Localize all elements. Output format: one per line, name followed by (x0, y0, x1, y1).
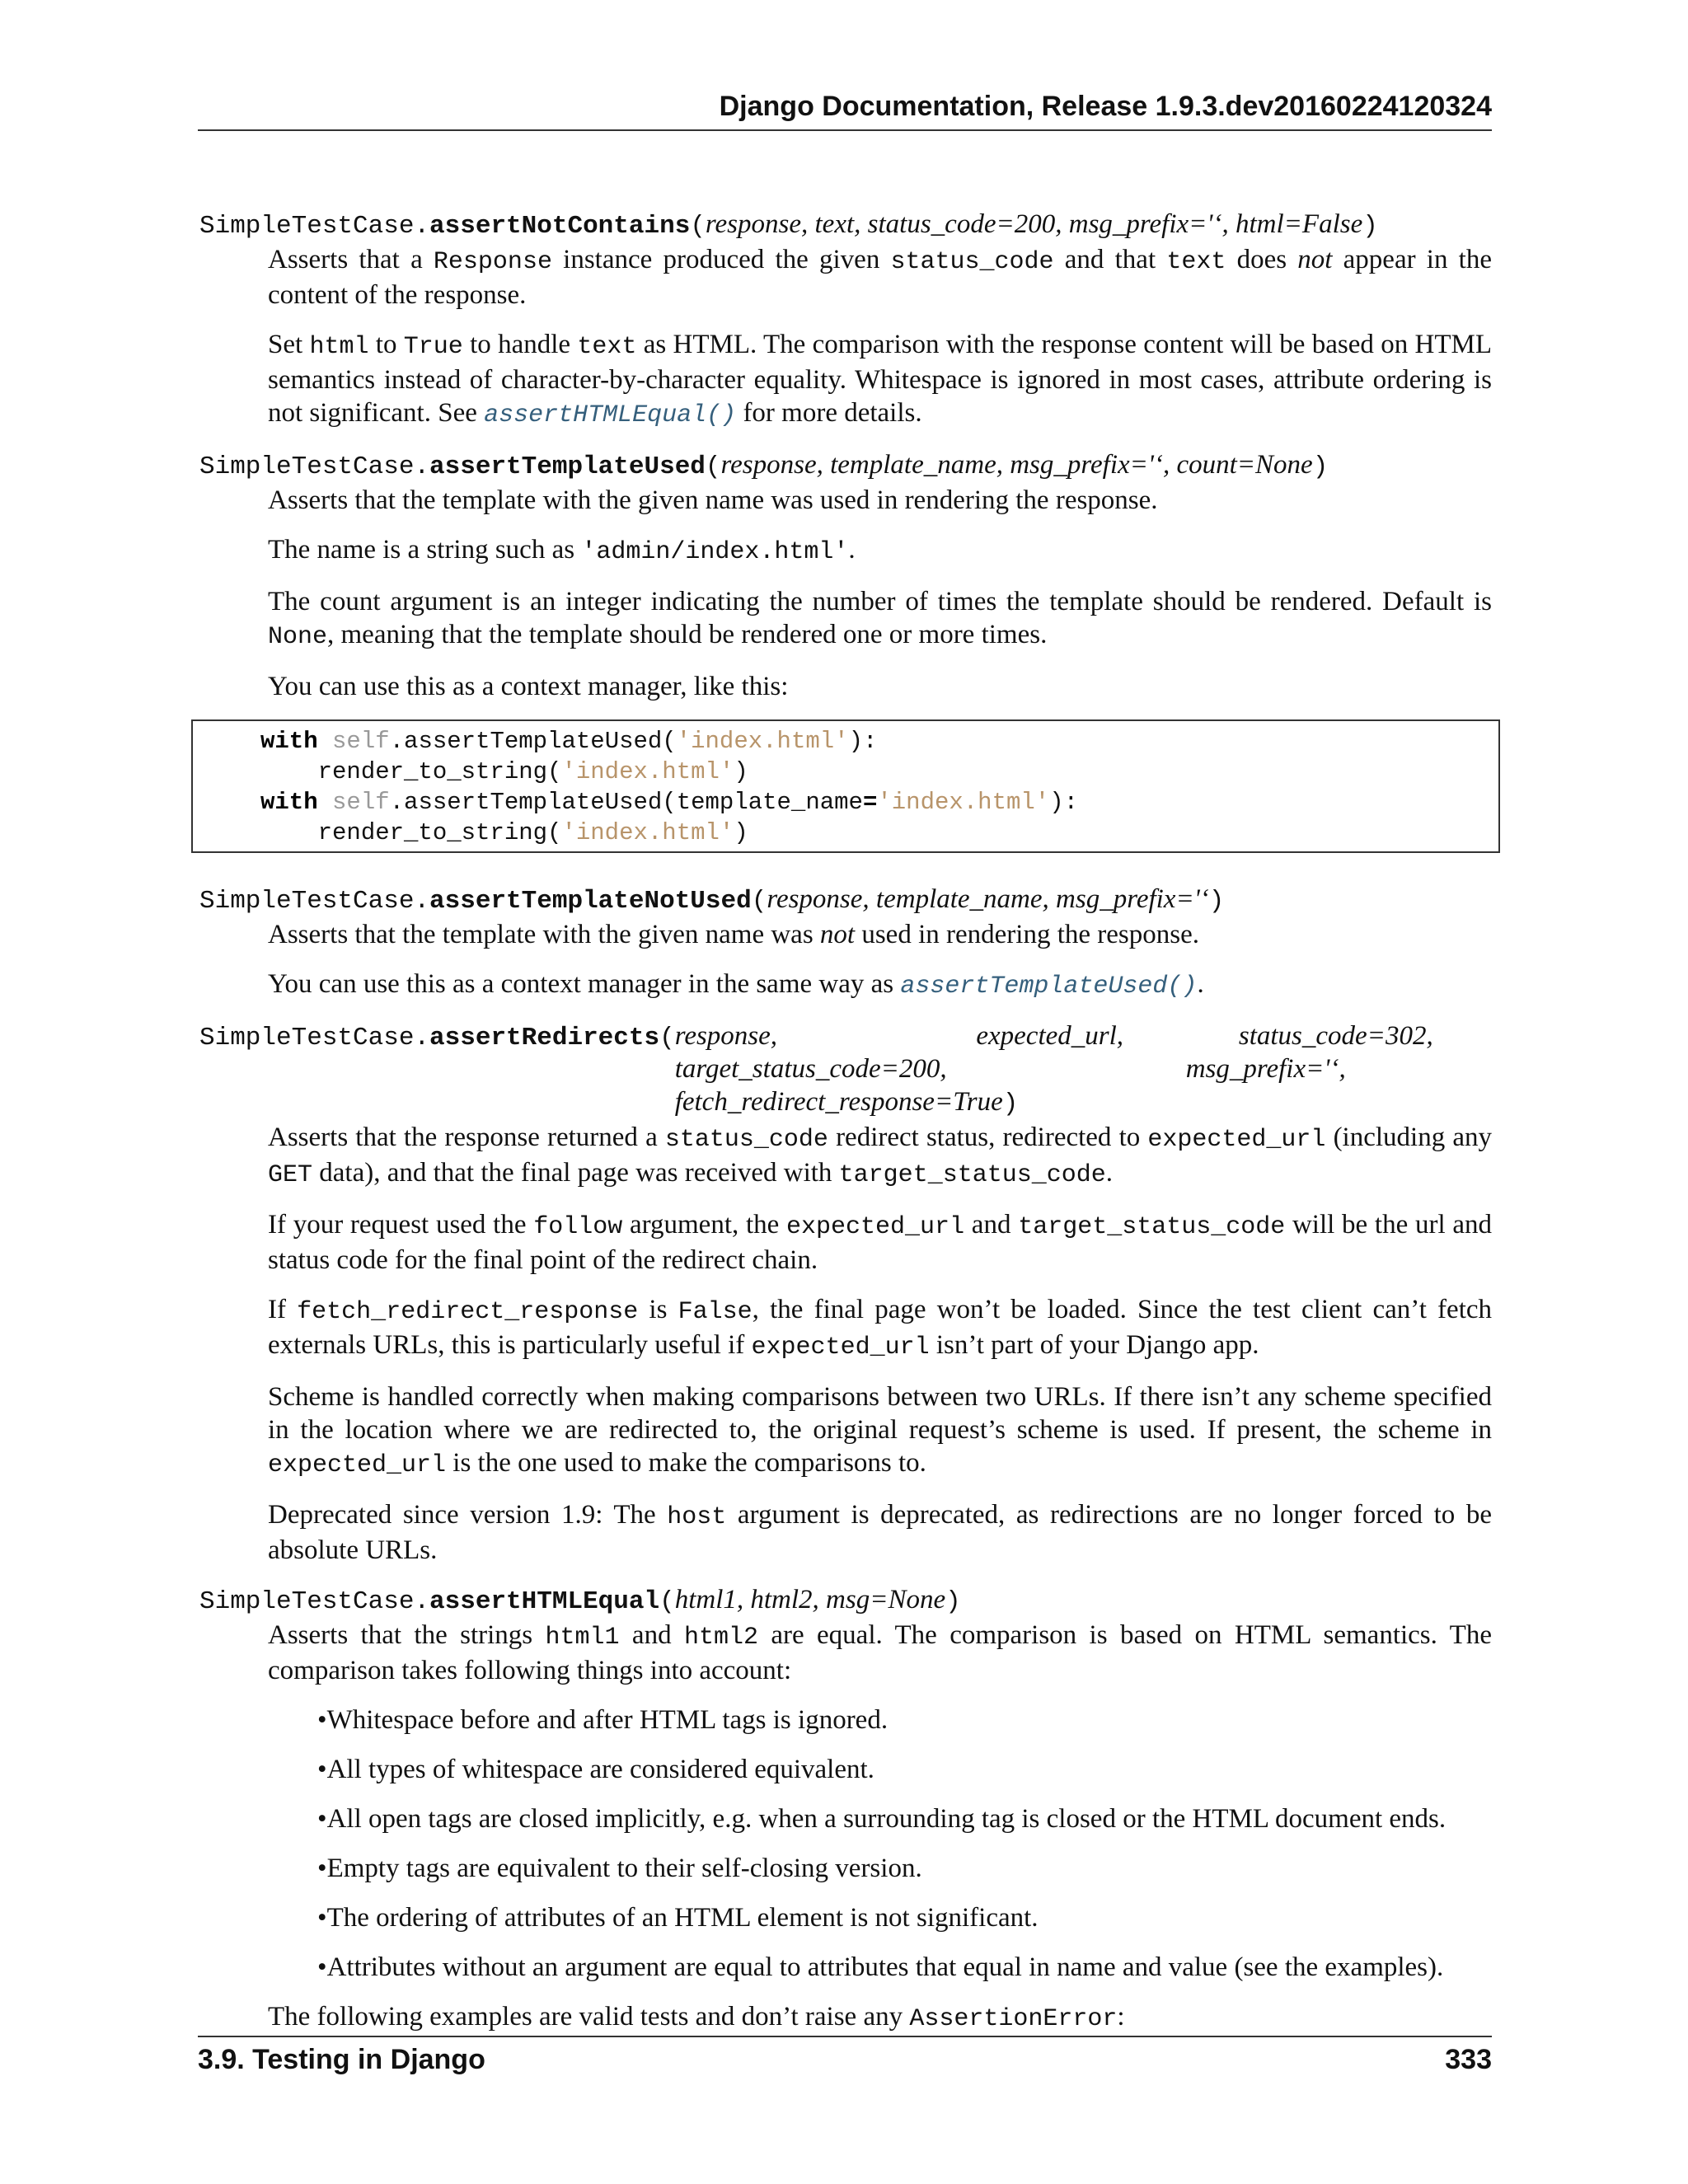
signature-assert-html-equal: SimpleTestCase.assertHTMLEqual(html1, html2, msg=None) (199, 1585, 961, 1616)
paragraph: Asserts that the strings html1 and html2 are equal. The comparison is based on HTML semantics. The comparison takes following things into account: (268, 1620, 1492, 1685)
deprecation-note: Deprecated since version 1.9: The host argument is deprecated, as redirections are no longer forced to be absolute URLs. (268, 1500, 1492, 1565)
paragraph: Asserts that the response returned a status_code redirect status, redirected to expected_url (including any GET data), and that the final page was received with target_status_code. (268, 1122, 1492, 1189)
paragraph: The following examples are valid tests and don’t raise any AssertionError: (268, 2002, 1125, 2033)
paragraph: Asserts that the template with the given name was not used in rendering the response. (268, 920, 1199, 949)
link-assert-template-used[interactable]: assertTemplateUsed() (900, 972, 1198, 1001)
method-args: response, expected_url, status_code=302, target_status_code=200, msg_prefix='‘, fetch_redirect_response=True) (674, 1021, 1433, 1118)
signature-assert-redirects: SimpleTestCase.assertRedirects( response, expected_url, status_code=302, target_status_code=200, msg_prefix='‘, fetch_redirect_response=True) (199, 1019, 1492, 1121)
signature-assert-not-contains: SimpleTestCase.assertNotContains(response, text, status_code=200, msg_prefix='‘, html=False) (199, 209, 1378, 241)
page-header: Django Documentation, Release 1.9.3.dev20160224120324 (198, 91, 1492, 131)
paragraph: The name is a string such as 'admin/index.html'. (268, 535, 856, 566)
list-item: • Empty tags are equivalent to their self-closing version. (317, 1852, 1492, 1885)
paragraph: You can use this as a context manager, like this: (268, 672, 789, 701)
link-assert-html-equal[interactable]: assertHTMLEqual() (484, 401, 737, 429)
class-name: SimpleTestCase. (199, 452, 430, 481)
paragraph: If fetch_redirect_response is False, the final page won’t be loaded. Since the test client can’t fetch externals URLs, this is particularly useful if expected_url isn’t part of your Django app. (268, 1295, 1493, 1361)
method-args: html1, html2, msg=None (674, 1585, 946, 1615)
page-content (199, 198, 1492, 2052)
method-name: assertHTMLEqual (429, 1587, 660, 1616)
footer-section: 3.9. Testing in Django (198, 2044, 485, 2075)
list-item: • Whitespace before and after HTML tags is ignored. (317, 1704, 1492, 1736)
list-item: • All open tags are closed implicitly, e.g. when a surrounding tag is closed or the HTML document ends. (317, 1802, 1492, 1835)
description-assert-redirects (268, 1121, 1492, 1567)
page-footer (198, 2036, 1492, 2076)
list-item: • All types of whitespace are considered equivalent. (317, 1753, 1492, 1786)
paragraph: Asserts that a Response instance produced the given status_code and that text does not appear in the content of the response. (268, 245, 1492, 310)
list-item: • The ordering of attributes of an HTML element is not significant. (317, 1901, 1492, 1934)
bullet-list (317, 1704, 1492, 1984)
class-name: SimpleTestCase. (199, 212, 430, 241)
description-assert-template-not-used (268, 918, 1492, 1003)
page-number: 333 (1445, 2044, 1492, 2075)
method-args: response, template_name, msg_prefix='‘ (767, 884, 1209, 914)
list-item: • Attributes without an argument are equal to attributes that equal in name and value (see the examples). (317, 1951, 1492, 1984)
method-args: response, template_name, msg_prefix='‘, count=None (720, 450, 1313, 480)
method-name: assertRedirects (429, 1024, 660, 1052)
description-assert-template-used (268, 484, 1492, 703)
paragraph: If your request used the follow argument, the expected_url and target_status_code will be the url and status code for the final point of the redirect chain. (268, 1210, 1492, 1275)
paragraph: Scheme is handled correctly when making comparisons between two URLs. If there isn’t any scheme specified in the location where we are redirected to, the original request’s scheme is used. If present, the scheme in expected_url is the one used to make the comparisons to. (268, 1382, 1492, 1479)
paragraph: The count argument is an integer indicating the number of times the template should be rendered. Default is None, meaning that the template should be rendered one or more times. (268, 587, 1492, 651)
paragraph: You can use this as a context manager in the same way as assertTemplateUsed(). (268, 969, 1204, 1001)
signature-assert-template-not-used: SimpleTestCase.assertTemplateNotUsed(response, template_name, msg_prefix='‘) (199, 884, 1225, 916)
signature-assert-template-used: SimpleTestCase.assertTemplateUsed(response, template_name, msg_prefix='‘, count=None) (199, 450, 1329, 481)
method-name: assertTemplateUsed (429, 452, 706, 481)
class-name: SimpleTestCase. (199, 1587, 430, 1616)
paragraph: Asserts that the template with the given name was used in rendering the response. (268, 485, 1158, 515)
paragraph: Set html to True to handle text as HTML. The comparison with the response content will be based on HTML semantics instead of character-by-character equality. Whitespace is ignored in most cases, attribute ordering is not significant. See assertHTMLEqual() for more details. (268, 330, 1493, 429)
class-name: SimpleTestCase. (199, 1024, 430, 1052)
description-assert-not-contains (268, 243, 1492, 432)
class-name: SimpleTestCase. (199, 887, 430, 916)
method-args: response, text, status_code=200, msg_prefix='‘, html=False (705, 209, 1363, 239)
method-name: assertTemplateNotUsed (429, 887, 752, 916)
code-block: with self.assertTemplateUsed('index.html'): render_to_string('index.html') with self.assertTemplateUsed(template_name='index.html'): render_to_string('index.html') (191, 719, 1500, 853)
method-name: assertNotContains (429, 212, 691, 241)
description-assert-html-equal (268, 1619, 1492, 2036)
